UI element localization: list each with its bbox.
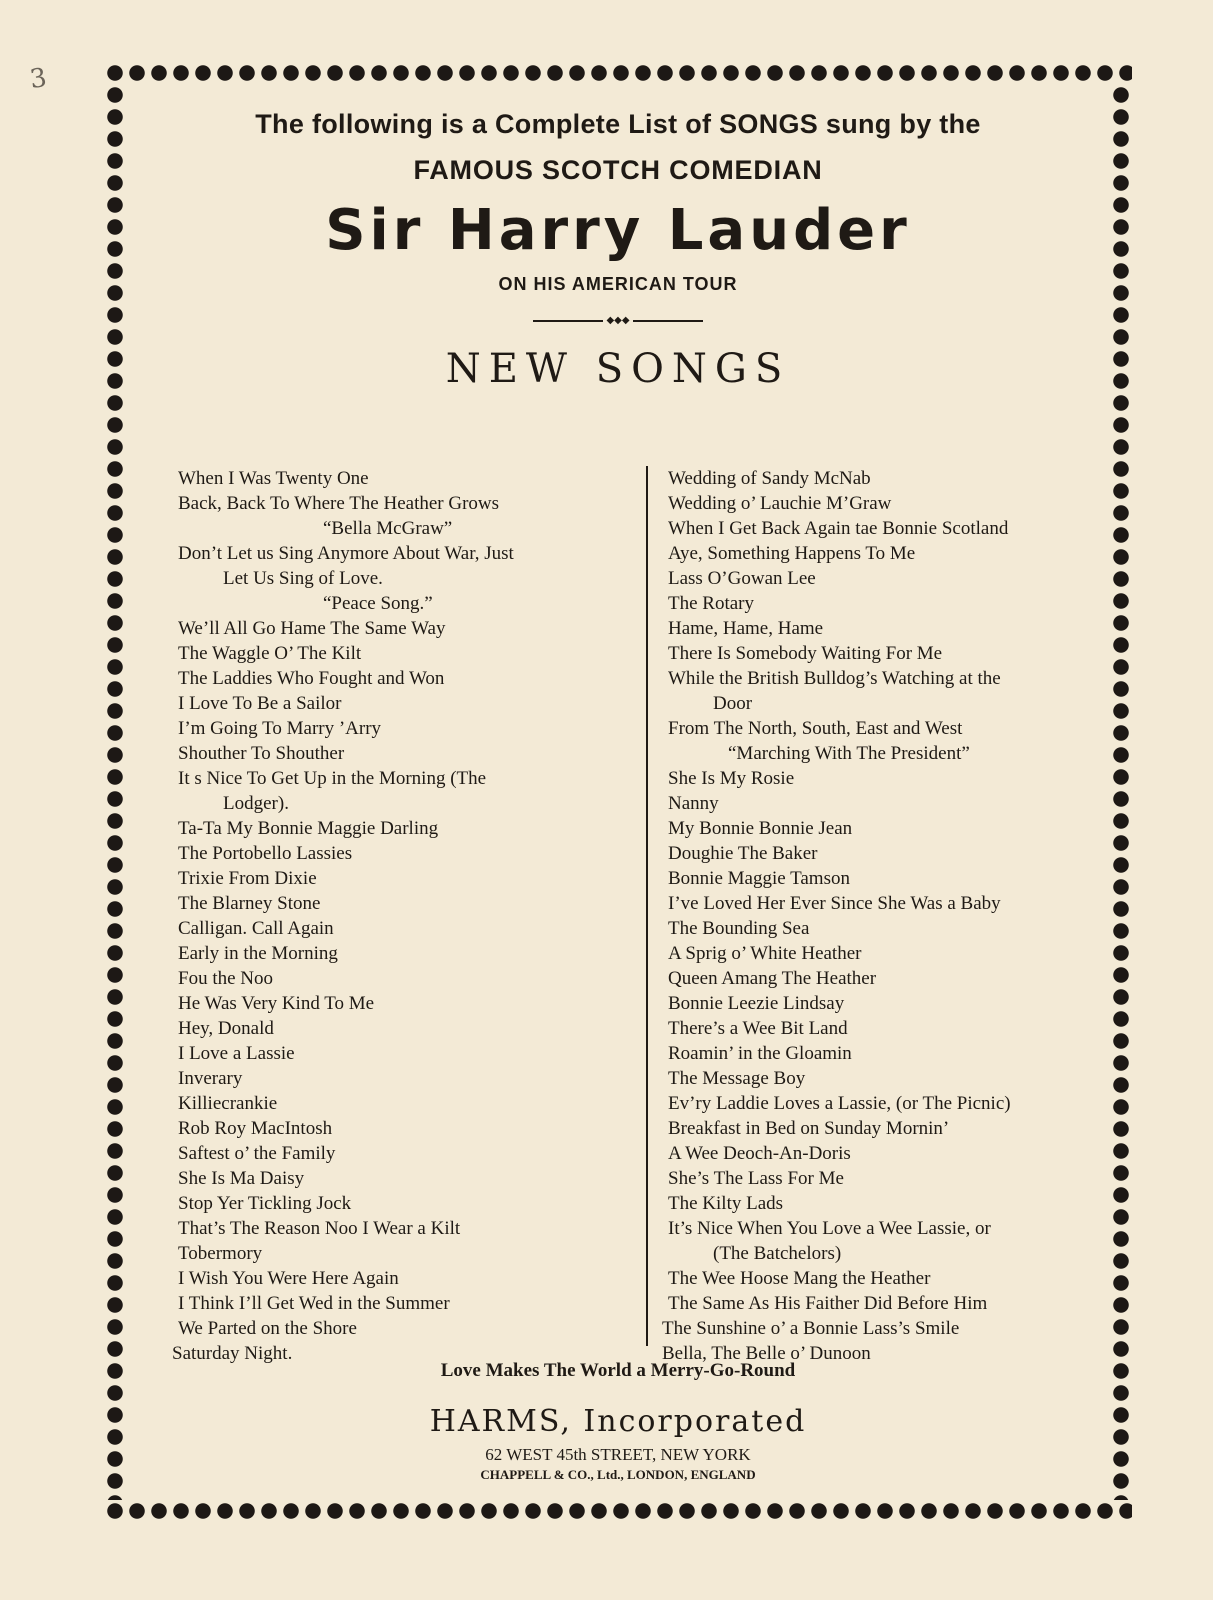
song-item: Rob Roy MacIntosh — [178, 1118, 333, 1139]
song-item: I Love To Be a Sailor — [178, 693, 342, 714]
song-item: The Sunshine o’ a Bonnie Lass’s Smile — [662, 1318, 960, 1339]
ornament-line-left — [533, 320, 603, 322]
song-item: The Same As His Faither Did Before Him — [668, 1293, 988, 1314]
song-item: He Was Very Kind To Me — [178, 993, 375, 1014]
song-item: The Laddies Who Fought and Won — [178, 668, 445, 689]
song-item: She Is My Rosie — [668, 768, 795, 789]
left-song-column — [172, 466, 618, 1366]
song-item: Calligan. Call Again — [178, 918, 334, 939]
song-item: Saftest o’ the Family — [178, 1143, 336, 1164]
song-item: Tobermory — [178, 1243, 263, 1264]
song-item: Hame, Hame, Hame — [668, 618, 824, 639]
song-item: (The Batchelors) — [713, 1243, 842, 1264]
song-item: “Marching With The President” — [728, 743, 970, 764]
song-item: Lodger). — [223, 793, 289, 814]
song-item: Lass O’Gowan Lee — [668, 568, 816, 589]
song-item: Killiecrankie — [178, 1093, 278, 1114]
song-item: The Rotary — [668, 593, 755, 614]
song-item: Stop Yer Tickling Jock — [178, 1193, 352, 1214]
ornament-divider — [533, 316, 703, 326]
song-item: A Wee Deoch-An-Doris — [668, 1143, 851, 1164]
final-song-line: Love Makes The World a Merry-Go-Round — [440, 1360, 796, 1381]
song-item: Don’t Let us Sing Anymore About War, Just — [178, 543, 514, 564]
song-item: There’s a Wee Bit Land — [668, 1018, 848, 1039]
song-item: The Kilty Lads — [668, 1193, 784, 1214]
song-item: While the British Bulldog’s Watching at the — [668, 668, 1001, 689]
artist-name: Sir Harry Lauder — [325, 198, 911, 263]
ornament-center-icon: ◆◆◆ — [606, 315, 630, 326]
song-item: Wedding o’ Lauchie M’Graw — [668, 493, 892, 514]
song-item: The Bounding Sea — [668, 918, 810, 939]
song-item: Doughie The Baker — [668, 843, 818, 864]
song-item: She Is Ma Daisy — [178, 1168, 305, 1189]
song-item: Aye, Something Happens To Me — [668, 543, 916, 564]
page-number-mark: 3 — [27, 62, 49, 96]
publisher-affiliate: CHAPPELL & CO., Ltd., LONDON, ENGLAND — [480, 1467, 756, 1482]
song-item: Breakfast in Bed on Sunday Mornin’ — [668, 1118, 950, 1139]
ornament-line-right — [633, 320, 703, 322]
song-item: Ta-Ta My Bonnie Maggie Darling — [178, 818, 439, 839]
dotted-border-bottom — [104, 1500, 1132, 1522]
intro-line: The following is a Complete List of SONGS sung by the — [255, 109, 981, 139]
dotted-border-left — [104, 84, 126, 1500]
song-item: Inverary — [178, 1068, 243, 1089]
song-item: There Is Somebody Waiting For Me — [668, 643, 943, 664]
song-item: The Blarney Stone — [178, 893, 321, 914]
song-item: She’s The Lass For Me — [668, 1168, 844, 1189]
song-item: It s Nice To Get Up in the Morning (The — [178, 768, 487, 789]
song-item: Back, Back To Where The Heather Grows — [178, 493, 500, 514]
tour-line: ON HIS AMERICAN TOUR — [498, 274, 738, 294]
song-item: Shouther To Shouther — [178, 743, 345, 764]
song-item: Let Us Sing of Love. — [223, 568, 383, 589]
song-item: My Bonnie Bonnie Jean — [668, 818, 853, 839]
song-item: The Portobello Lassies — [178, 843, 353, 864]
song-item: Early in the Morning — [178, 943, 338, 964]
publisher-name: HARMS, Incorporated — [429, 1404, 807, 1439]
song-item: Hey, Donald — [178, 1018, 274, 1039]
song-item: I Wish You Were Here Again — [178, 1268, 399, 1289]
song-item: I’ve Loved Her Ever Since She Was a Baby — [668, 893, 1001, 914]
song-item: I’m Going To Marry ’Arry — [178, 718, 382, 739]
song-item: When I Get Back Again tae Bonnie Scotland — [668, 518, 1009, 539]
song-item: The Waggle O’ The Kilt — [178, 643, 362, 664]
song-item: From The North, South, East and West — [668, 718, 963, 739]
song-item: That’s The Reason Noo I Wear a Kilt — [178, 1218, 461, 1239]
column-divider — [646, 466, 648, 1346]
subtitle: FAMOUS SCOTCH COMEDIAN — [413, 155, 823, 185]
song-item: I Love a Lassie — [178, 1043, 295, 1064]
song-item: Bella, The Belle o’ Dunoon — [662, 1343, 871, 1364]
song-item: “Bella McGraw” — [323, 518, 453, 539]
song-item: Queen Amang The Heather — [668, 968, 877, 989]
song-item: Wedding of Sandy McNab — [668, 468, 871, 489]
song-item: Roamin’ in the Gloamin — [668, 1043, 852, 1064]
right-song-column — [662, 466, 1138, 1366]
song-item: Bonnie Leezie Lindsay — [668, 993, 845, 1014]
song-item: Door — [713, 693, 753, 714]
song-item: Trixie From Dixie — [178, 868, 317, 889]
song-item: We Parted on the Shore — [178, 1318, 357, 1339]
song-item: I Think I’ll Get Wed in the Summer — [178, 1293, 450, 1314]
song-item: The Message Boy — [668, 1068, 806, 1089]
song-item: “Peace Song.” — [323, 593, 433, 614]
song-item: Nanny — [668, 793, 719, 814]
song-item: A Sprig o’ White Heather — [668, 943, 862, 964]
song-item: Ev’ry Laddie Loves a Lassie, (or The Picnic) — [668, 1093, 1011, 1114]
page-content — [138, 98, 1098, 1488]
section-title: NEW SONGS — [445, 346, 791, 392]
song-item: Saturday Night. — [172, 1343, 293, 1364]
song-item: When I Was Twenty One — [178, 468, 369, 489]
song-item: We’ll All Go Hame The Same Way — [178, 618, 446, 639]
song-columns — [172, 466, 1098, 1364]
decorative-border-frame — [104, 62, 1132, 1522]
song-item: It’s Nice When You Love a Wee Lassie, or — [668, 1218, 991, 1239]
publisher-address: 62 WEST 45th STREET, NEW YORK — [485, 1445, 751, 1464]
dotted-border-top — [104, 62, 1132, 84]
song-item: Bonnie Maggie Tamson — [668, 868, 850, 889]
song-item: The Wee Hoose Mang the Heather — [668, 1268, 931, 1289]
song-item: Fou the Noo — [178, 968, 273, 989]
